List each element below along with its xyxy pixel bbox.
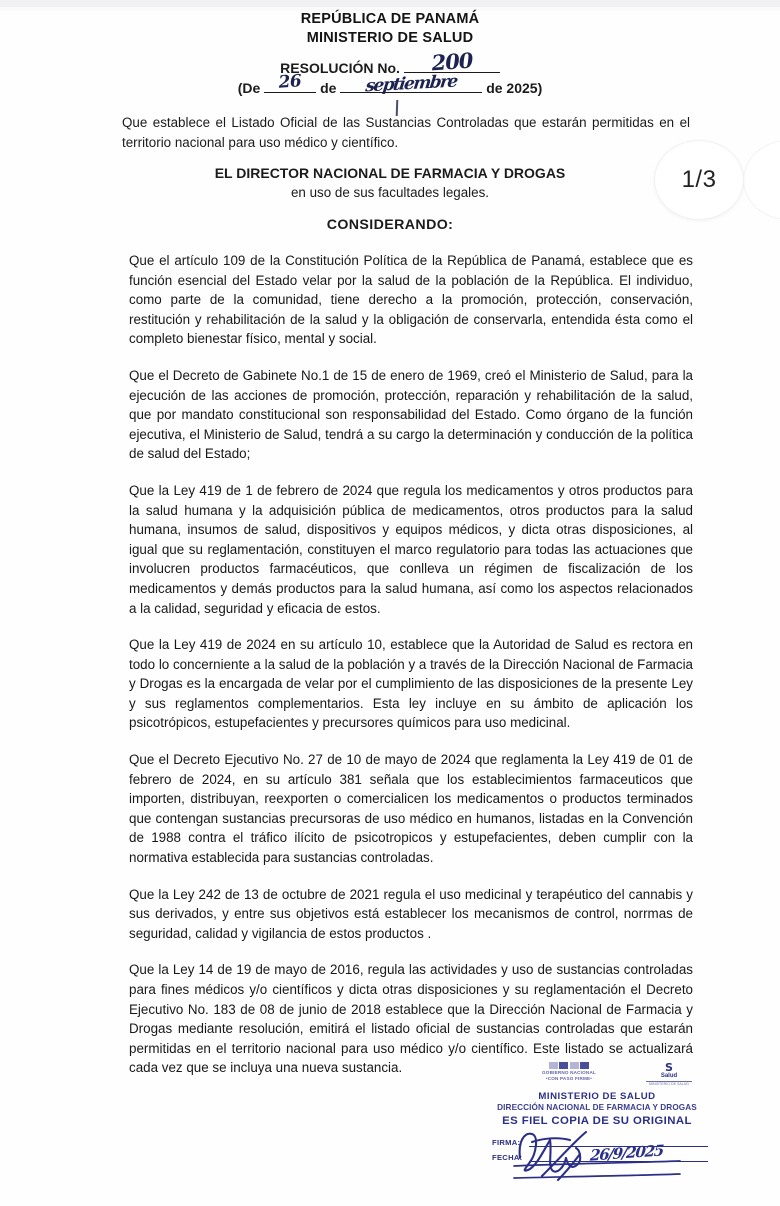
director-title: EL DIRECTOR NACIONAL DE FARMACIA Y DROGAS [214, 165, 566, 181]
organization-line-republic: REPÚBLICA DE PANAMÁ [300, 11, 480, 27]
scan-top-edge [0, 0, 780, 7]
certification-stamp [486, 1062, 708, 1190]
stamp-fields [486, 1132, 708, 1165]
considerando-paragraph: Que la Ley 242 de 13 de octubre de 2021 regula el uso medicinal y terapéutico del cannabis y sus derivados, y entre sus objetivos está establecer los mecanismos de control, norrmas de seguridad, calidad y vigilancia de estos productos . [129, 886, 693, 941]
stamp-fecha-label: FECHA: [492, 1153, 523, 1162]
flag-icon [514, 1062, 624, 1069]
page-badge-next[interactable] [744, 141, 780, 219]
stamp-firma-field [492, 1132, 708, 1147]
director-subtitle: en uso de sus facultades legales. [290, 185, 489, 200]
considerando-heading: CONSIDERANDO: [326, 217, 454, 233]
salud-logo-subtext: MINISTERIO DE SALUD [646, 1081, 692, 1087]
date-day-blank [264, 71, 316, 93]
date-prefix: (De [237, 80, 261, 96]
resolution-identifier [0, 47, 780, 99]
stamp-firma-label: FIRMA: [492, 1138, 521, 1147]
stamp-firma-rule [529, 1137, 708, 1147]
gobierno-nacional-line-1: GOBIERNO NACIONAL [542, 1070, 596, 1075]
considerando-paragraph: Que la Ley 14 de 19 de mayo de 2016, regula las actividades y uso de sustancias controladas para fines médicos y/o científicos y dicta otras disposiciones y su reglamentación el Decreto Ejecutivo No. 183 de 08 de junio de 2018 establece que la Dirección Nacional de Farmacia y Drogas mediante resolución, emitirá el listado oficial de sustancias controladas que estarán permitidas en el territorio nacional para uso médico y/o científico. Este listado se actualizará cada vez que se incluya una nueva sustancia. [129, 962, 693, 1076]
document-header [0, 10, 780, 48]
document-body [129, 251, 693, 1078]
considerando-paragraph: Que la Ley 419 de 1 de febrero de 2024 que regula los medicamentos y otros productos para la salud humana y la adquisición pública de medicamentos, otros productos para la salud humana, insumos de salud, dispositivos y equipos médicos, y dicta otras disposiciones, al igual que su reglamentación, constituyen el marco regulatorio para todas las actuaciones que involucren productos farmacéuticos, que conlleva un régimen de fiscalización de los medicamentos y demás productos para la salud humana, así como los aspectos relacionados a la calidad, seguridad y eficacia de estos. [129, 482, 693, 616]
stamp-fecha-rule [529, 1152, 708, 1162]
date-month-blank [340, 71, 482, 97]
considerando-paragraph: Que la Ley 419 de 2024 en su artículo 10, establece que la Autoridad de Salud es rectora en todo lo concerniente a la salud de la población y a través de la Dirección Nacional de Farmacia y Drogas es la encargada de velar por el cumplimiento de las disposiciones de la presente Ley y sus reglamentos complementarios. Esta ley incluye en su ámbito de aplicación los psicotrópicos, estupefacientes y precursores químicos para uso medicinal. [129, 637, 693, 731]
stamp-certification-line: ES FIEL COPIA DE SU ORIGINAL [502, 1115, 692, 1127]
stamp-logos [486, 1062, 708, 1088]
stamp-fecha-handwriting: 26/9/2025 [589, 1141, 664, 1165]
organization-line-ministry: MINISTERIO DE SALUD [306, 30, 474, 46]
resolution-number-line [0, 47, 780, 78]
resolution-number-handwriting: 200 [430, 47, 474, 76]
resolution-number-blank [404, 47, 500, 76]
salud-symbol-icon: S [665, 1061, 673, 1074]
salud-logo-word: Salud [660, 1073, 678, 1079]
stamp-fecha-field [492, 1147, 708, 1162]
gobierno-nacional-line-2: •CON PASO FIRME• [545, 1075, 593, 1081]
considerando-paragraph: Que el Decreto de Gabinete No.1 de 15 de enero de 1969, creó el Ministerio de Salud, para la ejecución de las acciones de promoción, protección, reparación y rehabilitación de la salud, que por mandato constitucional son responsabilidad del Estado. Como órgano de la función ejecutiva, el Ministerio de Salud, tendrá a su cargo la determinación y conducción de la política de salud del Estado; [129, 367, 693, 462]
date-month-handwriting: septiembre [364, 71, 459, 97]
document-subject: Que establece el Listado Oficial de las Sustancias Controladas que estarán permitidas en el territorio nacional para uso médico y científico. [122, 115, 690, 150]
considerando-paragraph: Que el artículo 109 de la Constitución Política de la República de Panamá, establece que es función esencial del Estado velar por la salud de la población de la República. El individuo, como parte de la comunidad, tiene derecho a la promoción, protección, conservación, restitución y rehabilitación de la salud y la obligación de conservarla, entendida ésta como el completo bienestar físico, mental y social. [129, 253, 693, 347]
stamp-direction-line: DIRECCIÓN NACIONAL DE FARMACIA Y DROGAS [497, 1103, 697, 1112]
considerando-paragraph: Que el Decreto Ejecutivo No. 27 de 10 de mayo de 2024 que reglamenta la Ley 419 de 01 de febrero de 2024, en su artículo 381 señala que los establecimientos farmaceuticos que importen, distribuyan, reexporten o comercialicen los medicamentos o productos terminados que contengan sustancias precursoras de uso médico en humanos, listadas en la Convención de 1988 contra el tráfico ilícito de psicotropicos y estupefacientes, deben cumplir con la normativa establecida para sustancias controladas. [129, 752, 693, 866]
resolution-label: RESOLUCIÓN No. [280, 60, 400, 76]
date-de-connector: de [320, 80, 337, 96]
resolution-date-line [0, 71, 780, 99]
date-day-handwriting: 26 [278, 71, 303, 93]
date-suffix: de 2025) [486, 80, 543, 96]
page-indicator-badge[interactable]: 1/3 [655, 141, 743, 219]
gobierno-nacional-logo [514, 1062, 624, 1081]
salud-logo [646, 1062, 692, 1086]
stamp-ministry-line: MINISTERIO DE SALUD [538, 1091, 656, 1102]
